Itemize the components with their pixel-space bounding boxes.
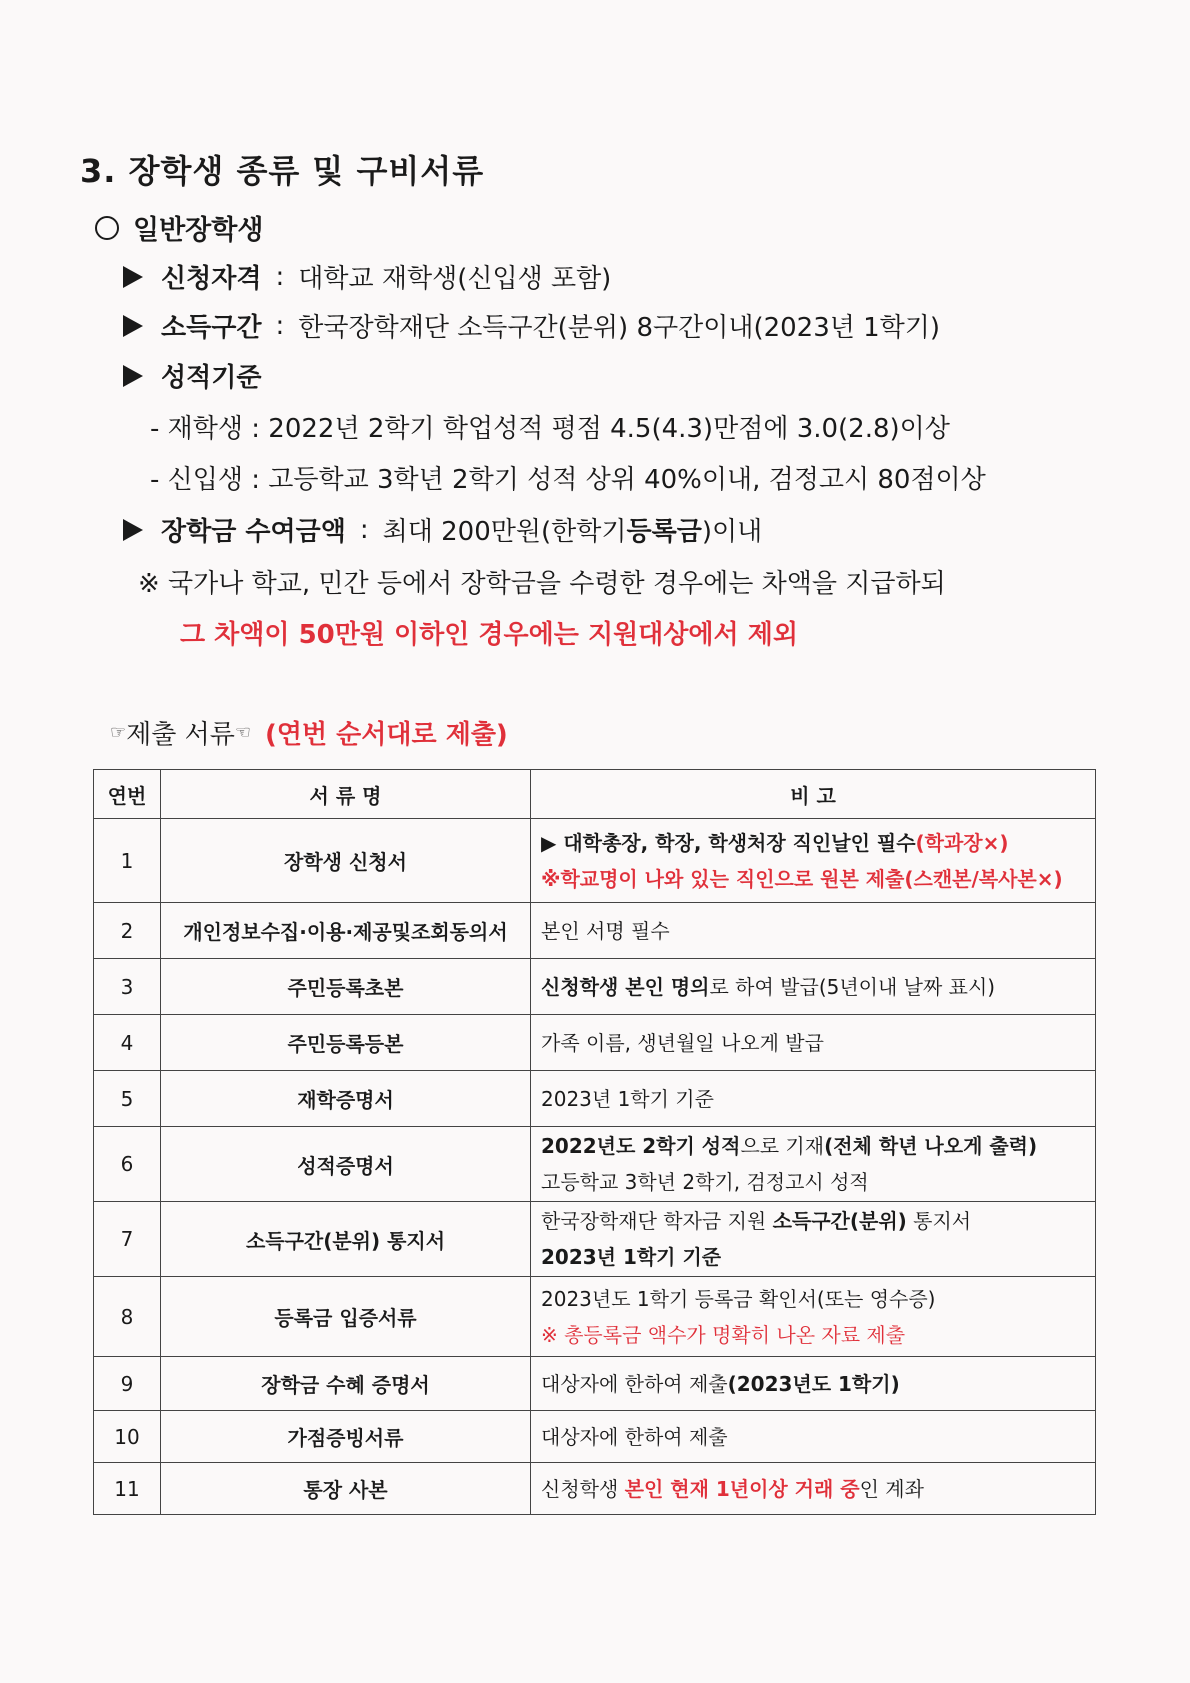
document-note	[531, 1127, 1096, 1202]
document-name: 주민등록초본	[161, 959, 531, 1015]
note-text: 2023년도 1학기 등록금 확인서(또는 영수증)	[541, 1286, 936, 1311]
table-row	[94, 903, 1096, 959]
pointing-hand-left-icon: ☜	[234, 722, 252, 743]
note-text: 한국장학재단 학자금 지원	[541, 1209, 773, 1233]
document-name: 장학금 수혜 증명서	[161, 1357, 531, 1411]
row-number: 1	[94, 819, 161, 903]
document-name: 가점증빙서류	[161, 1411, 531, 1463]
row-number: 2	[94, 903, 161, 959]
note-text-red: (학과장×)	[915, 830, 1009, 855]
triangle-bullet-icon	[123, 266, 143, 288]
document-name: 성적증명서	[161, 1127, 531, 1202]
award-amount	[123, 511, 762, 548]
row-number: 5	[94, 1071, 161, 1127]
table-row	[94, 1071, 1096, 1127]
document-note: 대상자에 한하여 제출	[531, 1411, 1096, 1463]
column-header-name: 서 류 명	[161, 770, 531, 819]
table-row	[94, 819, 1096, 903]
note-text: 인 계좌	[859, 1476, 924, 1501]
row-number: 10	[94, 1411, 161, 1463]
row-number: 4	[94, 1015, 161, 1071]
colon: :	[275, 261, 285, 292]
document-note: 2023년 1학기 기준	[531, 1071, 1096, 1127]
criteria-eligibility	[123, 258, 611, 295]
page-title: 3. 장학생 종류 및 구비서류	[80, 152, 485, 190]
triangle-bullet-icon	[123, 315, 143, 337]
amount-value-pre: 최대 200만원(한학기	[382, 517, 627, 547]
colon: :	[275, 310, 285, 341]
table-row	[94, 1463, 1096, 1515]
document-name: 주민등록등본	[161, 1015, 531, 1071]
note-text-bold: (2023년도 1학기)	[727, 1371, 900, 1396]
column-header-note: 비 고	[531, 770, 1096, 819]
table-header-row	[94, 770, 1096, 819]
note-text: 통지서	[906, 1209, 972, 1233]
table-row	[94, 1202, 1096, 1277]
document-name: 소득구간(분위) 통지서	[161, 1202, 531, 1277]
criteria-grades	[123, 357, 261, 394]
circle-bullet-icon	[95, 216, 119, 240]
document-note: 본인 서명 필수	[531, 903, 1096, 959]
notice-line-1: ※ 국가나 학교, 민간 등에서 장학금을 수령한 경우에는 차액을 지급하되	[138, 569, 946, 599]
pointing-hand-right-icon: ☞	[110, 722, 127, 743]
note-text-bold: (전체 학년 나오게 출력)	[824, 1134, 1038, 1158]
criteria-label: 성적기준	[161, 363, 262, 393]
document-note	[531, 959, 1096, 1015]
docs-title: 제출 서류	[126, 720, 235, 750]
document-name: 개인정보수집·이용·제공및조회동의서	[161, 903, 531, 959]
criteria-value: 한국장학재단 소득구간(분위) 8구간이내(2023년 1학기)	[298, 313, 941, 343]
row-number: 6	[94, 1127, 161, 1202]
grade-rule-enrolled: - 재학생 : 2022년 2학기 학업성적 평점 4.5(4.3)만점에 3.0(2.8)이상	[150, 414, 950, 444]
document-name: 재학증명서	[161, 1071, 531, 1127]
document-note	[531, 819, 1096, 903]
note-text: 신청학생	[541, 1476, 625, 1501]
note-text-red: 본인 현재 1년이상 거래 중	[624, 1476, 860, 1501]
note-text-red: ※ 총등록금 액수가 명확히 나온 자료 제출	[541, 1322, 906, 1347]
document-note	[531, 1202, 1096, 1277]
row-number: 7	[94, 1202, 161, 1277]
criteria-value: 대학교 재학생(신입생 포함)	[298, 264, 612, 294]
document-note	[531, 1357, 1096, 1411]
note-text-bold: 2022년도 2학기 성적	[541, 1134, 741, 1158]
table-row	[94, 959, 1096, 1015]
amount-label: 장학금 수여금액	[161, 517, 346, 547]
note-text-bold: 소득구간(분위)	[772, 1209, 907, 1233]
document-name: 장학생 신청서	[161, 819, 531, 903]
docs-order-note: (연번 순서대로 제출)	[265, 720, 508, 750]
triangle-bullet-icon	[123, 519, 143, 541]
grade-rule-freshman: - 신입생 : 고등학교 3학년 2학기 성적 상위 40%이내, 검정고시 80점이상	[150, 465, 986, 495]
note-text: 으로 기재	[740, 1134, 825, 1158]
criteria-label: 소득구간	[161, 313, 262, 343]
triangle-bullet-icon	[123, 365, 143, 387]
section-heading	[95, 208, 263, 247]
table-row	[94, 1015, 1096, 1071]
note-text: 고등학교 3학년 2학기, 검정고시 성적	[541, 1170, 869, 1194]
note-text: 대상자에 한하여 제출	[541, 1371, 728, 1396]
document-note: 가족 이름, 생년월일 나오게 발급	[531, 1015, 1096, 1071]
document-name: 통장 사본	[161, 1463, 531, 1515]
table-row	[94, 1277, 1096, 1357]
table-row	[94, 1357, 1096, 1411]
docs-heading	[110, 714, 508, 751]
documents-table	[93, 769, 1096, 1515]
table-row	[94, 1411, 1096, 1463]
row-number: 3	[94, 959, 161, 1015]
row-number: 11	[94, 1463, 161, 1515]
document-note	[531, 1277, 1096, 1357]
amount-value-bold: 등록금	[626, 517, 702, 547]
criteria-label: 신청자격	[161, 264, 262, 294]
note-text-red: ※학교명이 나와 있는 직인으로 원본 제출(스캔본/복사본×)	[541, 866, 1063, 891]
row-number: 9	[94, 1357, 161, 1411]
section-label: 일반장학생	[133, 215, 264, 246]
note-text: 로 하여 발급(5년이내 날짜 표시)	[709, 974, 996, 999]
notice-line-2: 그 차액이 50만원 이하인 경우에는 지원대상에서 제외	[180, 620, 798, 650]
row-number: 8	[94, 1277, 161, 1357]
note-text-bold: 2023년 1학기 기준	[541, 1245, 722, 1269]
note-text: ▶ 대학총장, 학장, 학생처장 직인날인 필수	[541, 830, 916, 855]
note-text-bold: 신청학생 본인 명의	[541, 974, 710, 999]
document-name: 등록금 입증서류	[161, 1277, 531, 1357]
table-row	[94, 1127, 1096, 1202]
criteria-income	[123, 307, 940, 344]
column-header-no: 연번	[94, 770, 161, 819]
document-note	[531, 1463, 1096, 1515]
colon: :	[359, 514, 369, 545]
amount-value-post: )이내	[701, 517, 763, 547]
